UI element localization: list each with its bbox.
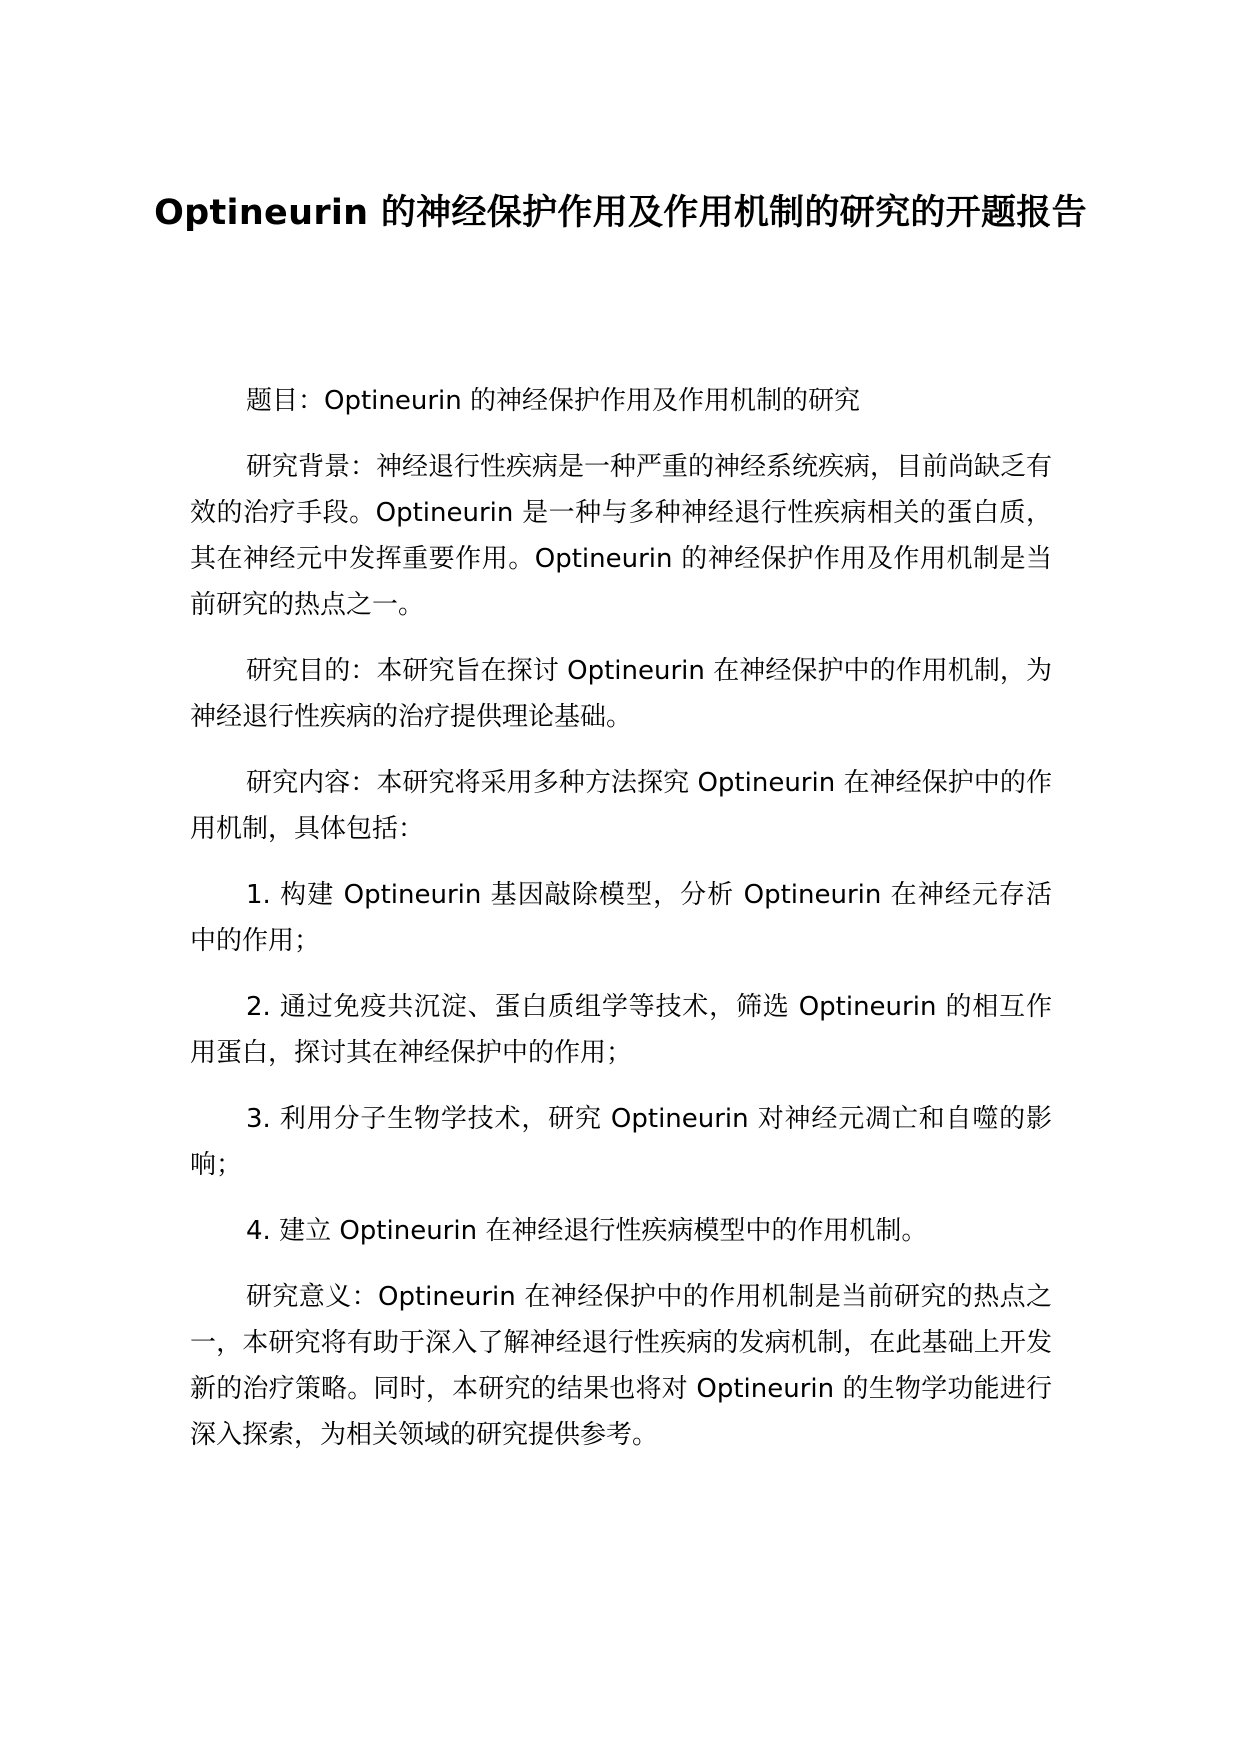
paragraph-purpose: 研究目的：本研究旨在探讨 Optineurin 在神经保护中的作用机制，为神经退行性疾病的治疗提供理论基础。 [190, 656, 1052, 732]
list-item-4: 4. 建立 Optineurin 在神经退行性疾病模型中的作用机制。 [246, 1216, 928, 1246]
paragraph-topic: 题目：Optineurin 的神经保护作用及作用机制的研究 [246, 386, 860, 416]
paragraph-significance: 研究意义：Optineurin 在神经保护中的作用机制是当前研究的热点之一，本研究将有助于深入了解神经退行性疾病的发病机制，在此基础上开发新的治疗策略。同时，本研究的结果也将对 Optineurin 的生物学功能进行深入探索，为相关领域的研究提供参考。 [190, 1282, 1052, 1450]
list-item-3: 3. 利用分子生物学技术，研究 Optineurin 对神经元凋亡和自噬的影响； [190, 1104, 1052, 1180]
list-item-1: 1. 构建 Optineurin 基因敲除模型，分析 Optineurin 在神经元存活中的作用； [190, 880, 1052, 956]
document-title: Optineurin 的神经保护作用及作用机制的研究的开题报告 [154, 193, 1087, 233]
paragraph-content: 研究内容：本研究将采用多种方法探究 Optineurin 在神经保护中的作用机制，具体包括： [190, 768, 1052, 844]
paragraph-background: 研究背景：神经退行性疾病是一种严重的神经系统疾病，目前尚缺乏有效的治疗手段。Optineurin 是一种与多种神经退行性疾病相关的蛋白质，其在神经元中发挥重要作用。Optineurin 的神经保护作用及作用机制是当前研究的热点之一。 [190, 452, 1053, 620]
document-body [190, 378, 1052, 1478]
list-item-2: 2. 通过免疫共沉淀、蛋白质组学等技术，筛选 Optineurin 的相互作用蛋白，探讨其在神经保护中的作用； [190, 992, 1052, 1068]
